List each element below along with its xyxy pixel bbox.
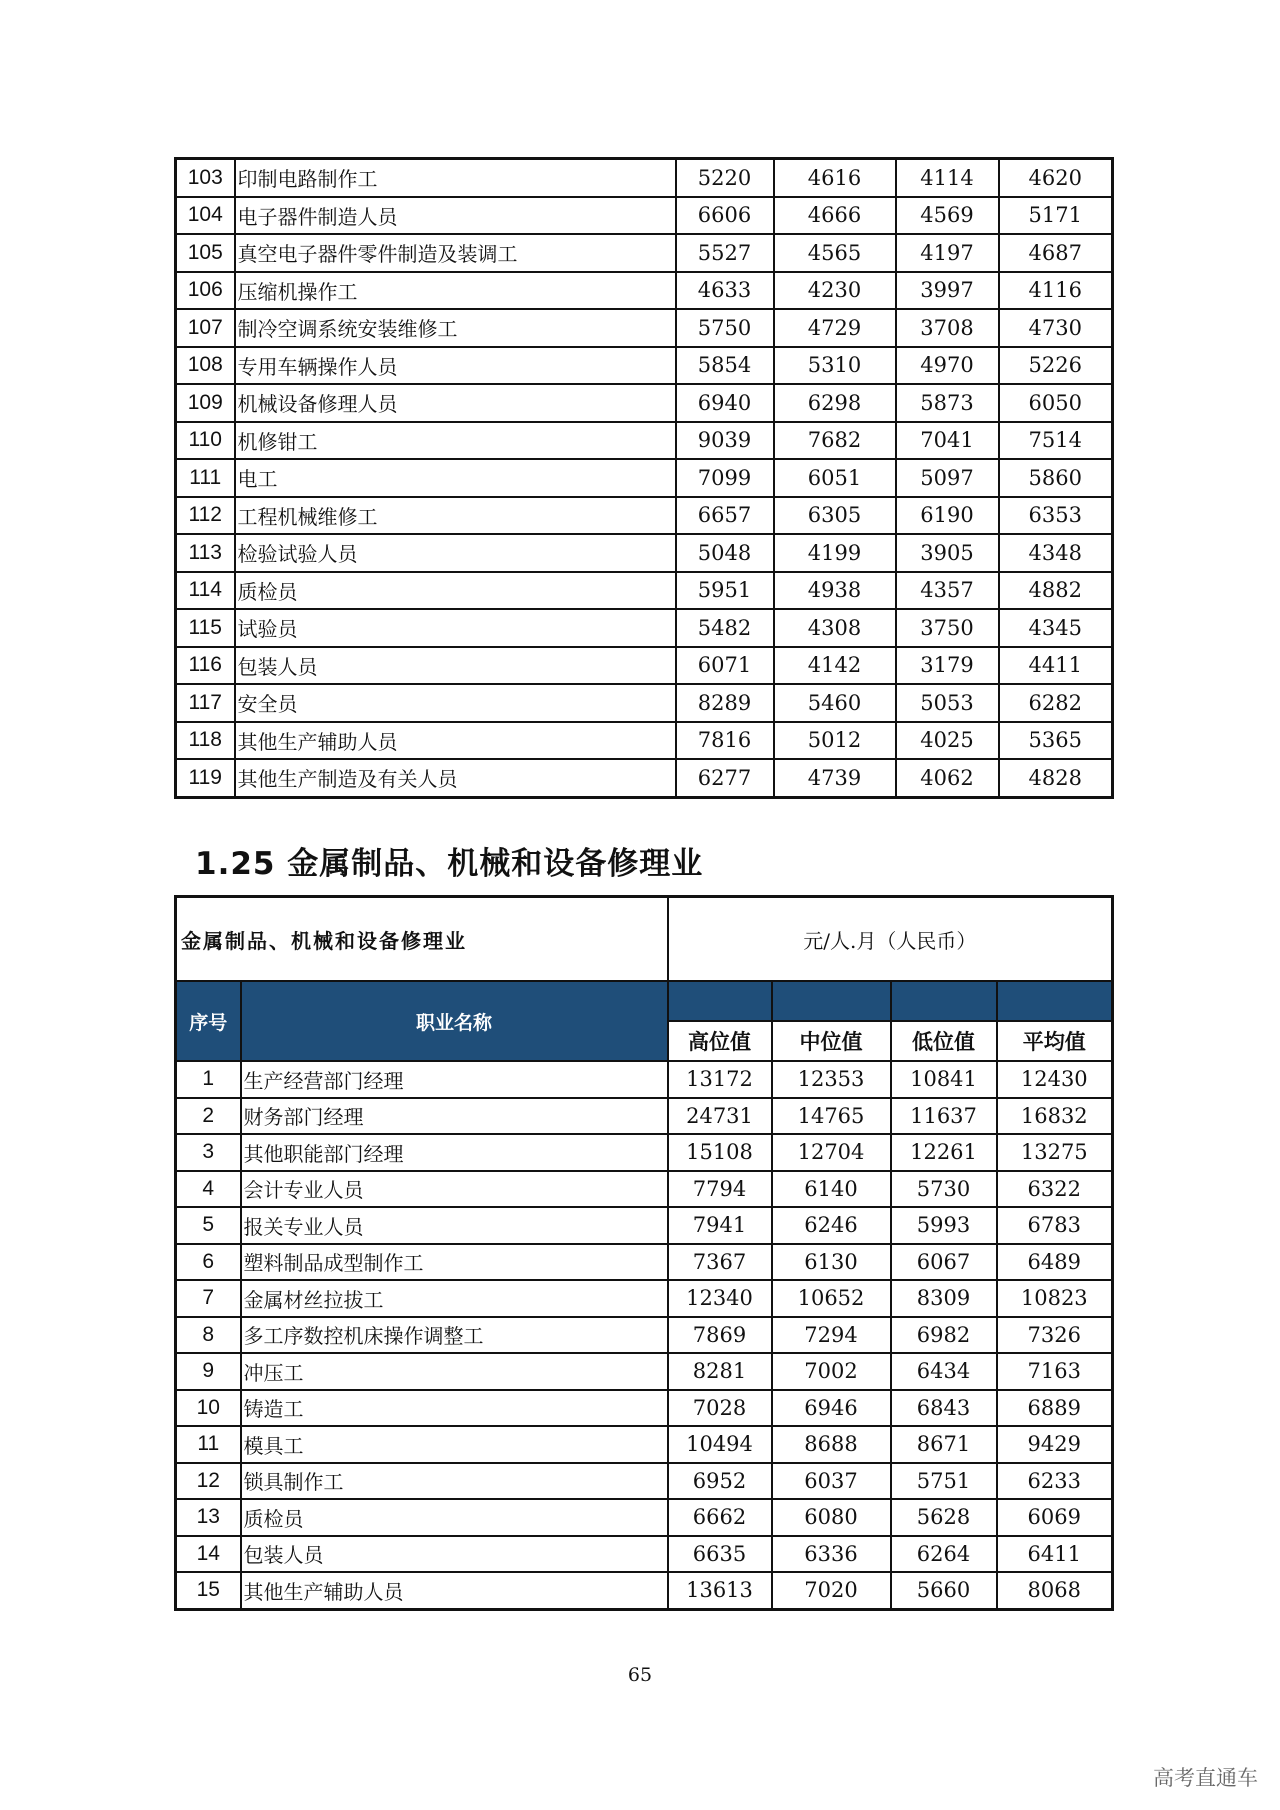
table-row: [176, 1207, 1113, 1244]
cell-average: 4411: [999, 647, 1113, 685]
cell-median: 7682: [774, 422, 896, 460]
table-row: [176, 1317, 1113, 1354]
cell-median: 5310: [774, 347, 896, 385]
cell-serial-number: 6: [176, 1244, 241, 1281]
cell-low: 4025: [896, 722, 999, 760]
table-row: [176, 1098, 1113, 1135]
cell-high: 9039: [676, 422, 774, 460]
cell-average: 6489: [997, 1244, 1113, 1281]
cell-low: 11637: [891, 1098, 997, 1135]
cell-serial-number: 4: [176, 1171, 241, 1208]
header-strip: [668, 981, 772, 1021]
table-row: [176, 459, 1113, 497]
cell-occupation-name: 检验试验人员: [235, 534, 676, 572]
watermark: 高考直通车: [1153, 1766, 1258, 1790]
cell-occupation-name: 多工序数控机床操作调整工: [241, 1317, 668, 1354]
cell-occupation-name: 其他生产辅助人员: [241, 1572, 668, 1609]
cell-low: 6982: [891, 1317, 997, 1354]
cell-serial-number: 107: [176, 309, 235, 347]
cell-median: 8688: [772, 1426, 891, 1463]
cell-high: 7794: [668, 1171, 772, 1208]
cell-average: 7326: [997, 1317, 1113, 1354]
cell-average: 6889: [997, 1390, 1113, 1427]
cell-occupation-name: 工程机械维修工: [235, 497, 676, 535]
table-row: [176, 159, 1113, 197]
cell-average: 4687: [999, 234, 1113, 272]
table-row: [176, 684, 1113, 722]
table-row: [176, 1244, 1113, 1281]
cell-low: 3905: [896, 534, 999, 572]
table-row: [176, 1536, 1113, 1573]
cell-high: 13613: [668, 1572, 772, 1609]
cell-median: 6140: [772, 1171, 891, 1208]
cell-serial-number: 110: [176, 422, 235, 460]
cell-serial-number: 113: [176, 534, 235, 572]
cell-median: 14765: [772, 1098, 891, 1135]
cell-median: 6051: [774, 459, 896, 497]
cell-high: 6657: [676, 497, 774, 535]
cell-low: 3179: [896, 647, 999, 685]
cell-occupation-name: 机修钳工: [235, 422, 676, 460]
column-header-row-top: [176, 981, 1113, 1021]
cell-low: 5751: [891, 1463, 997, 1500]
cell-high: 5048: [676, 534, 774, 572]
cell-occupation-name: 试验员: [235, 609, 676, 647]
cell-serial-number: 14: [176, 1536, 241, 1573]
cell-median: 6298: [774, 384, 896, 422]
cell-serial-number: 103: [176, 159, 235, 197]
cell-median: 4308: [774, 609, 896, 647]
cell-high: 15108: [668, 1134, 772, 1171]
cell-occupation-name: 制冷空调系统安装维修工: [235, 309, 676, 347]
cell-high: 5220: [676, 159, 774, 197]
header-low: 低位值: [891, 1021, 997, 1061]
cell-occupation-name: 其他职能部门经理: [241, 1134, 668, 1171]
cell-low: 7041: [896, 422, 999, 460]
cell-high: 4633: [676, 272, 774, 310]
table-row: [176, 384, 1113, 422]
cell-high: 7367: [668, 1244, 772, 1281]
cell-low: 5628: [891, 1499, 997, 1536]
cell-occupation-name: 铸造工: [241, 1390, 668, 1427]
header-median: 中位值: [772, 1021, 891, 1061]
cell-low: 6843: [891, 1390, 997, 1427]
table-row: [176, 234, 1113, 272]
table-row: [176, 422, 1113, 460]
cell-median: 6246: [772, 1207, 891, 1244]
cell-low: 3750: [896, 609, 999, 647]
industry-salary-table-body: [176, 1061, 1113, 1609]
cell-low: 5730: [891, 1171, 997, 1208]
cell-median: 6946: [772, 1390, 891, 1427]
cell-occupation-name: 质检员: [235, 572, 676, 610]
cell-high: 5750: [676, 309, 774, 347]
cell-average: 6322: [997, 1171, 1113, 1208]
cell-high: 5951: [676, 572, 774, 610]
table-row: [176, 647, 1113, 685]
cell-median: 12704: [772, 1134, 891, 1171]
cell-median: 4729: [774, 309, 896, 347]
cell-low: 5660: [891, 1572, 997, 1609]
cell-average: 13275: [997, 1134, 1113, 1171]
cell-average: 4345: [999, 609, 1113, 647]
cell-occupation-name: 冲压工: [241, 1353, 668, 1390]
cell-high: 7028: [668, 1390, 772, 1427]
header-occupation-name: 职业名称: [241, 981, 668, 1061]
cell-median: 6305: [774, 497, 896, 535]
cell-occupation-name: 财务部门经理: [241, 1098, 668, 1135]
cell-occupation-name: 模具工: [241, 1426, 668, 1463]
cell-high: 5854: [676, 347, 774, 385]
cell-occupation-name: 压缩机操作工: [235, 272, 676, 310]
cell-occupation-name: 其他生产辅助人员: [235, 722, 676, 760]
cell-average: 9429: [997, 1426, 1113, 1463]
cell-average: 4882: [999, 572, 1113, 610]
cell-serial-number: 119: [176, 759, 235, 797]
cell-occupation-name: 机械设备修理人员: [235, 384, 676, 422]
cell-high: 24731: [668, 1098, 772, 1135]
cell-serial-number: 13: [176, 1499, 241, 1536]
cell-median: 5460: [774, 684, 896, 722]
table-row: [176, 1171, 1113, 1208]
cell-high: 6662: [668, 1499, 772, 1536]
cell-high: 7941: [668, 1207, 772, 1244]
cell-median: 7020: [772, 1572, 891, 1609]
cell-occupation-name: 印制电路制作工: [235, 159, 676, 197]
cell-low: 5873: [896, 384, 999, 422]
cell-serial-number: 106: [176, 272, 235, 310]
cell-low: 5097: [896, 459, 999, 497]
cell-average: 5226: [999, 347, 1113, 385]
table-row: [176, 1280, 1113, 1317]
cell-high: 5482: [676, 609, 774, 647]
cell-occupation-name: 电子器件制造人员: [235, 197, 676, 235]
cell-occupation-name: 包装人员: [235, 647, 676, 685]
cell-serial-number: 108: [176, 347, 235, 385]
cell-median: 12353: [772, 1061, 891, 1098]
cell-high: 13172: [668, 1061, 772, 1098]
cell-serial-number: 117: [176, 684, 235, 722]
header-strip: [891, 981, 997, 1021]
cell-low: 4197: [896, 234, 999, 272]
cell-low: 8671: [891, 1426, 997, 1463]
cell-median: 10652: [772, 1280, 891, 1317]
cell-low: 5053: [896, 684, 999, 722]
cell-low: 6067: [891, 1244, 997, 1281]
cell-average: 5365: [999, 722, 1113, 760]
section-title: 1.25 金属制品、机械和设备修理业: [195, 846, 704, 882]
cell-low: 4114: [896, 159, 999, 197]
header-high: 高位值: [668, 1021, 772, 1061]
cell-average: 6353: [999, 497, 1113, 535]
cell-average: 7514: [999, 422, 1113, 460]
cell-median: 6336: [772, 1536, 891, 1573]
cell-median: 5012: [774, 722, 896, 760]
table-row: [176, 309, 1113, 347]
cell-serial-number: 2: [176, 1098, 241, 1135]
cell-low: 4357: [896, 572, 999, 610]
cell-serial-number: 112: [176, 497, 235, 535]
cell-serial-number: 12: [176, 1463, 241, 1500]
cell-occupation-name: 质检员: [241, 1499, 668, 1536]
cell-occupation-name: 会计专业人员: [241, 1171, 668, 1208]
cell-median: 4199: [774, 534, 896, 572]
cell-average: 6233: [997, 1463, 1113, 1500]
cell-median: 7294: [772, 1317, 891, 1354]
cell-average: 12430: [997, 1061, 1113, 1098]
cell-serial-number: 9: [176, 1353, 241, 1390]
table-row: [176, 759, 1113, 797]
cell-low: 5993: [891, 1207, 997, 1244]
cell-high: 6277: [676, 759, 774, 797]
cell-median: 4230: [774, 272, 896, 310]
cell-median: 6037: [772, 1463, 891, 1500]
cell-median: 4938: [774, 572, 896, 610]
header-strip: [772, 981, 891, 1021]
cell-low: 4062: [896, 759, 999, 797]
cell-high: 6071: [676, 647, 774, 685]
cell-low: 6434: [891, 1353, 997, 1390]
cell-high: 12340: [668, 1280, 772, 1317]
cell-average: 6050: [999, 384, 1113, 422]
table-row: [176, 609, 1113, 647]
table-row: [176, 1426, 1113, 1463]
cell-serial-number: 116: [176, 647, 235, 685]
cell-serial-number: 111: [176, 459, 235, 497]
cell-serial-number: 3: [176, 1134, 241, 1171]
cell-occupation-name: 报关专业人员: [241, 1207, 668, 1244]
cell-high: 6635: [668, 1536, 772, 1573]
cell-high: 7099: [676, 459, 774, 497]
cell-median: 4616: [774, 159, 896, 197]
cell-average: 4348: [999, 534, 1113, 572]
cell-high: 6940: [676, 384, 774, 422]
table-row: [176, 572, 1113, 610]
cell-average: 5171: [999, 197, 1113, 235]
cell-median: 7002: [772, 1353, 891, 1390]
cell-average: 8068: [997, 1572, 1113, 1609]
cell-low: 6264: [891, 1536, 997, 1573]
unit-label: 元/人.月（人民币）: [668, 897, 1113, 982]
page-number: 65: [627, 1664, 653, 1686]
table-row: [176, 1572, 1113, 1609]
table-row: [176, 1463, 1113, 1500]
cell-average: 4116: [999, 272, 1113, 310]
cell-occupation-name: 真空电子器件零件制造及装调工: [235, 234, 676, 272]
cell-low: 4970: [896, 347, 999, 385]
cell-occupation-name: 锁具制作工: [241, 1463, 668, 1500]
cell-high: 8281: [668, 1353, 772, 1390]
table-row: [176, 272, 1113, 310]
cell-serial-number: 118: [176, 722, 235, 760]
cell-median: 6130: [772, 1244, 891, 1281]
cell-serial-number: 15: [176, 1572, 241, 1609]
cell-low: 12261: [891, 1134, 997, 1171]
header-average: 平均值: [997, 1021, 1113, 1061]
cell-median: 4142: [774, 647, 896, 685]
cell-average: 6069: [997, 1499, 1113, 1536]
cell-average: 4828: [999, 759, 1113, 797]
header-strip: [997, 981, 1113, 1021]
table-row: [176, 497, 1113, 535]
cell-serial-number: 109: [176, 384, 235, 422]
salary-table-continued: [174, 157, 1114, 799]
cell-occupation-name: 金属材丝拉拔工: [241, 1280, 668, 1317]
cell-low: 10841: [891, 1061, 997, 1098]
cell-occupation-name: 包装人员: [241, 1536, 668, 1573]
cell-average: 4730: [999, 309, 1113, 347]
cell-occupation-name: 生产经营部门经理: [241, 1061, 668, 1098]
cell-average: 6411: [997, 1536, 1113, 1573]
cell-low: 3708: [896, 309, 999, 347]
cell-high: 6952: [668, 1463, 772, 1500]
industry-salary-table: [174, 895, 1114, 1611]
table-row: [176, 722, 1113, 760]
industry-label: 金属制品、机械和设备修理业: [176, 897, 668, 982]
cell-average: 7163: [997, 1353, 1113, 1390]
table-row: [176, 1134, 1113, 1171]
cell-serial-number: 115: [176, 609, 235, 647]
cell-high: 7869: [668, 1317, 772, 1354]
cell-average: 4620: [999, 159, 1113, 197]
cell-occupation-name: 其他生产制造及有关人员: [235, 759, 676, 797]
cell-average: 5860: [999, 459, 1113, 497]
cell-high: 6606: [676, 197, 774, 235]
cell-serial-number: 104: [176, 197, 235, 235]
cell-low: 3997: [896, 272, 999, 310]
industry-header-row: [176, 897, 1113, 982]
cell-occupation-name: 电工: [235, 459, 676, 497]
salary-table-continued-body: [176, 159, 1113, 798]
header-serial-number: 序号: [176, 981, 241, 1061]
cell-serial-number: 114: [176, 572, 235, 610]
cell-high: 7816: [676, 722, 774, 760]
cell-serial-number: 105: [176, 234, 235, 272]
cell-serial-number: 10: [176, 1390, 241, 1427]
cell-median: 4739: [774, 759, 896, 797]
cell-occupation-name: 塑料制品成型制作工: [241, 1244, 668, 1281]
cell-serial-number: 5: [176, 1207, 241, 1244]
cell-serial-number: 7: [176, 1280, 241, 1317]
cell-high: 8289: [676, 684, 774, 722]
table-row: [176, 534, 1113, 572]
cell-low: 4569: [896, 197, 999, 235]
cell-median: 4666: [774, 197, 896, 235]
cell-average: 6783: [997, 1207, 1113, 1244]
table-row: [176, 197, 1113, 235]
cell-occupation-name: 安全员: [235, 684, 676, 722]
cell-occupation-name: 专用车辆操作人员: [235, 347, 676, 385]
cell-low: 6190: [896, 497, 999, 535]
cell-average: 16832: [997, 1098, 1113, 1135]
cell-serial-number: 11: [176, 1426, 241, 1463]
cell-average: 10823: [997, 1280, 1113, 1317]
cell-high: 5527: [676, 234, 774, 272]
cell-median: 6080: [772, 1499, 891, 1536]
cell-serial-number: 1: [176, 1061, 241, 1098]
cell-median: 4565: [774, 234, 896, 272]
table-row: [176, 1353, 1113, 1390]
table-row: [176, 1061, 1113, 1098]
cell-serial-number: 8: [176, 1317, 241, 1354]
table-row: [176, 1499, 1113, 1536]
cell-low: 8309: [891, 1280, 997, 1317]
table-row: [176, 1390, 1113, 1427]
cell-high: 10494: [668, 1426, 772, 1463]
cell-average: 6282: [999, 684, 1113, 722]
table-row: [176, 347, 1113, 385]
